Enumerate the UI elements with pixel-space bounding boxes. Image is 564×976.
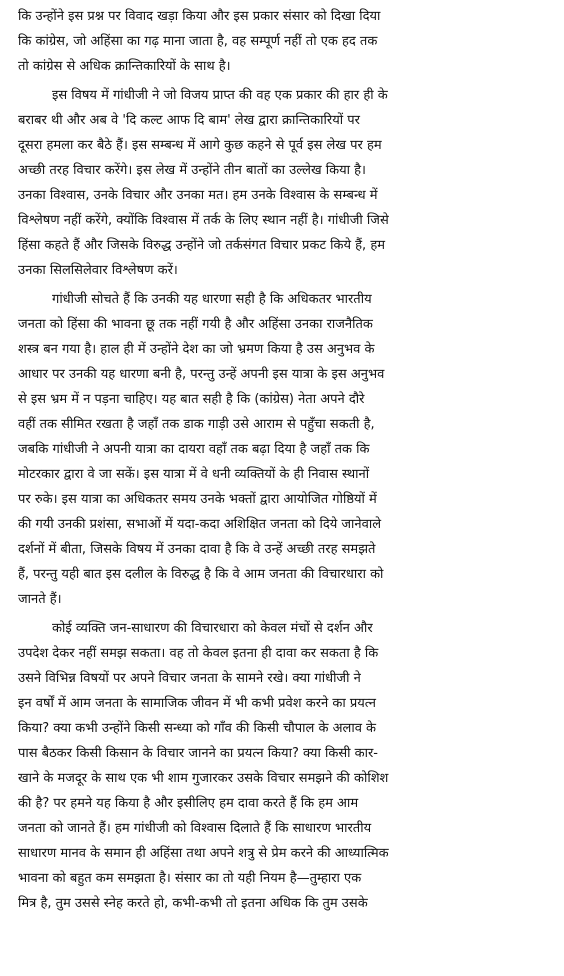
text-line: पर रुके। इस यात्रा का अधिकतर समय उनके भक्तों द्वारा आयोजित गोष्ठियों में xyxy=(18,492,377,507)
text-line: कोई व्यक्ति जन-साधारण की विचारधारा को केवल मंचों से दर्शन और xyxy=(52,621,373,636)
text-line: किया? क्या कभी उन्होंने किसी सन्ध्या को गाँव की किसी चौपाल के अलाव के xyxy=(18,721,377,736)
text-line: हैं, परन्तु यही बात इस दलील के विरुद्ध है कि वे आम जनता की विचारधारा को xyxy=(18,567,384,582)
text-line: तो कांग्रेस से अधिक क्रान्तिकारियों के साथ है। xyxy=(18,59,231,74)
text-line: आधार पर उनकी यह धारणा बनी है, परन्तु उन्हें अपनी इस यात्रा के इस अनुभव xyxy=(18,367,385,382)
text-line: उनका सिलसिलेवार विश्लेषण करें। xyxy=(18,263,178,278)
text-line: इन वर्षों में आम जनता के सामाजिक जीवन में भी कभी प्रवेश करने का प्रयत्न xyxy=(18,696,377,711)
text-line: खाने के मजदूर के साथ एक भी शाम गुजारकर उसके विचार समझने की कोशिश xyxy=(18,771,389,786)
text-line: साधारण मानव के समान ही अहिंसा तथा अपने शत्रु से प्रेम करने की आध्यात्मिक xyxy=(18,846,389,861)
text-line: अच्छी तरह विचार करेंगे। इस लेख में उन्होंने तीन बातों का उल्लेख किया है। xyxy=(18,163,366,178)
text-line: उसने विभिन्न विषयों पर अपने विचार जनता के सामने रखे। क्या गांधीजी ने xyxy=(18,671,361,686)
text-line: विश्लेषण नहीं करेंगे, क्योंकि विश्वास में तर्क के लिए स्थान नहीं है। गांधीजी जिसे xyxy=(18,213,389,228)
text-line: कि उन्होंने इस प्रश्न पर विवाद खड़ा किया और इस प्रकार संसार को दिखा दिया xyxy=(18,9,381,24)
text-line: शस्त्र बन गया है। हाल ही में उन्होंने देश का जो भ्रमण किया है उस अनुभव के xyxy=(18,342,375,357)
text-line: जानते हैं। xyxy=(18,592,62,607)
text-line: वहीं तक सीमित रखता है जहाँ तक डाक गाड़ी उसे आराम से पहुँचा सकती है, xyxy=(18,417,375,432)
text-line: जनता को जानते हैं। हम गांधीजी को विश्वास दिलाते हैं कि साधारण भारतीय xyxy=(18,821,372,836)
text-line: गांधीजी सोचते हैं कि उनकी यह धारणा सही है कि अधिकतर भारतीय xyxy=(52,292,372,307)
text-line: उनका विश्वास, उनके विचार और उनका मत। हम उनके विश्वास के सम्बन्ध में xyxy=(18,188,378,203)
text-line: की गयी उनकी प्रशंसा, सभाओं में यदा-कदा अशिक्षित जनता को दिये जानेवाले xyxy=(18,517,382,532)
text-line: भावना को बहुत कम समझता है। संसार का तो यही नियम है—तुम्हारा एक xyxy=(18,871,362,886)
text-line: हिंसा कहते हैं और जिसके विरुद्ध उन्होंने जो तर्कसंगत विचार प्रकट किये हैं, हम xyxy=(18,238,385,253)
text-line: दूसरा हमला कर बैठे हैं। इस सम्बन्ध में आगे कुछ कहने से पूर्व इस लेख पर हम xyxy=(18,138,382,153)
text-line: जबकि गांधीजी ने अपनी यात्रा का दायरा वहाँ तक बढ़ा दिया है जहाँ तक कि xyxy=(18,442,370,457)
text-line: मोटरकार द्वारा वे जा सकें। इस यात्रा में वे धनी व्यक्तियों के ही निवास स्थानों xyxy=(18,467,370,482)
text-line: दर्शनों में बीता, जिसके विषय में उनका दावा है कि वे उन्हें अच्छी तरह समझते xyxy=(18,542,376,557)
text-line: इस विषय में गांधीजी ने जो विजय प्राप्त की वह एक प्रकार की हार ही के xyxy=(52,88,388,103)
text-line: पास बैठकर किसी किसान के विचार जानने का प्रयत्न किया? क्या किसी कार- xyxy=(18,746,378,761)
text-line: उपदेश देकर नहीं समझ सकता। वह तो केवल इतना ही दावा कर सकता है कि xyxy=(18,646,379,661)
text-line: की है? पर हमने यह किया है और इसीलिए हम दावा करते हैं कि हम आम xyxy=(18,796,359,811)
text-line: से इस भ्रम में न पड़ना चाहिए। यह बात सही है कि (कांग्रेस) नेता अपने दौरे xyxy=(18,392,365,407)
text-line: जनता को हिंसा की भावना छू तक नहीं गयी है और अहिंसा उनका राजनैतिक xyxy=(18,317,373,332)
text-line: कि कांग्रेस, जो अहिंसा का गढ़ माना जाता है, वह सम्पूर्ण नहीं तो एक हद तक xyxy=(18,34,378,49)
text-line: मित्र है, तुम उससे स्नेह करते हो, कभी-कभी तो इतना अधिक कि तुम उसके xyxy=(18,896,368,911)
text-line: बराबर थी और अब वे 'दि कल्ट आफ दि बाम' लेख द्वारा क्रान्तिकारियों पर xyxy=(18,113,360,128)
